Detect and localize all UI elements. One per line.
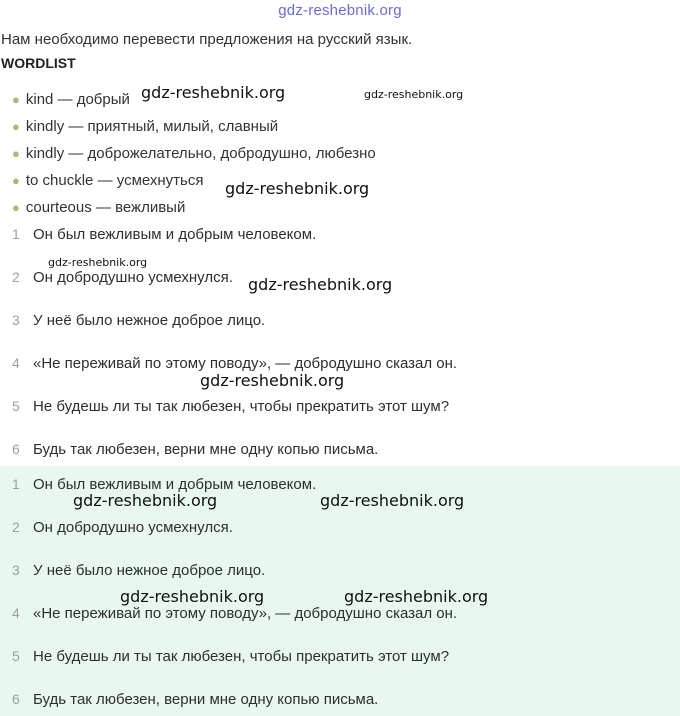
watermark: gdz-reshebnik.org (248, 275, 393, 294)
answer-text: Не будешь ли ты так любезен, чтобы прекратить этот шум? (33, 648, 450, 665)
intro-text: Нам необходимо перевести предложения на русский язык. (1, 31, 413, 48)
watermark: gdz-reshebnik.org (225, 179, 370, 198)
watermark: gdz-reshebnik.org (120, 587, 265, 606)
question-text: У неё было нежное доброе лицо. (33, 312, 266, 329)
answer-number: 3 (12, 562, 20, 578)
wordlist-item-text: courteous — вежливый (25, 199, 186, 216)
question-text: Он был вежливым и добрым человеком. (33, 226, 317, 243)
question-row (0, 312, 680, 336)
answer-number: 4 (12, 605, 20, 621)
watermark: gdz-reshebnik.org (364, 88, 464, 101)
bullet-dot-icon: ● (12, 173, 20, 188)
bullet-dot-icon: ● (12, 146, 20, 161)
answer-row (0, 648, 680, 672)
watermark: gdz-reshebnik.org (320, 491, 465, 510)
answer-number: 6 (12, 691, 20, 707)
watermark: gdz-reshebnik.org (344, 587, 489, 606)
question-row (0, 398, 680, 422)
wordlist-item (12, 91, 130, 108)
answer-text: Будь так любезен, верни мне одну копью письма. (33, 691, 379, 708)
answer-row (0, 691, 680, 715)
bullet-dot-icon: ● (12, 119, 20, 134)
question-text: Не будешь ли ты так любезен, чтобы прекратить этот шум? (33, 398, 450, 415)
watermark: gdz-reshebnik.org (141, 83, 286, 102)
bullet-dot-icon: ● (12, 200, 20, 215)
answer-row (0, 562, 680, 586)
question-number: 6 (12, 441, 20, 457)
wordlist-title: WORDLIST (1, 55, 76, 71)
watermark: gdz-reshebnik.org (73, 491, 218, 510)
watermark: gdz-reshebnik.org (48, 256, 148, 269)
answer-number: 1 (12, 476, 20, 492)
answer-text: Он добродушно усмехнулся. (33, 519, 233, 536)
question-number: 4 (12, 355, 20, 371)
wordlist-item-text: to chuckle — усмехнуться (25, 172, 204, 189)
wordlist-item-text: kindly — приятный, милый, славный (25, 118, 279, 135)
question-text: Будь так любезен, верни мне одну копью письма. (33, 441, 379, 458)
question-number: 2 (12, 269, 20, 285)
answer-row (0, 519, 680, 543)
wordlist-item (12, 172, 203, 189)
answer-text: У неё было нежное доброе лицо. (33, 562, 266, 579)
wordlist-item (12, 199, 185, 216)
question-number: 1 (12, 226, 20, 242)
watermark: gdz-reshebnik.org (200, 371, 345, 390)
answer-row (0, 605, 680, 629)
question-row (0, 226, 680, 250)
wordlist-item (12, 118, 278, 135)
question-text: Он добродушно усмехнулся. (33, 269, 233, 286)
bullet-dot-icon: ● (12, 92, 20, 107)
site-header-link[interactable]: gdz-reshebnik.org (278, 2, 402, 19)
answer-text: Он был вежливым и добрым человеком. (33, 476, 317, 493)
question-text: «Не переживай по этому поводу», — добродушно сказал он. (33, 355, 458, 372)
answer-text: «Не переживай по этому поводу», — добродушно сказал он. (33, 605, 458, 622)
wordlist-item (12, 145, 376, 162)
question-number: 5 (12, 398, 20, 414)
wordlist-item-text: kindly — доброжелательно, добродушно, любезно (25, 145, 376, 162)
answer-number: 5 (12, 648, 20, 664)
question-row (0, 441, 680, 465)
question-number: 3 (12, 312, 20, 328)
answer-number: 2 (12, 519, 20, 535)
wordlist-item-text: kind — добрый (25, 91, 130, 108)
